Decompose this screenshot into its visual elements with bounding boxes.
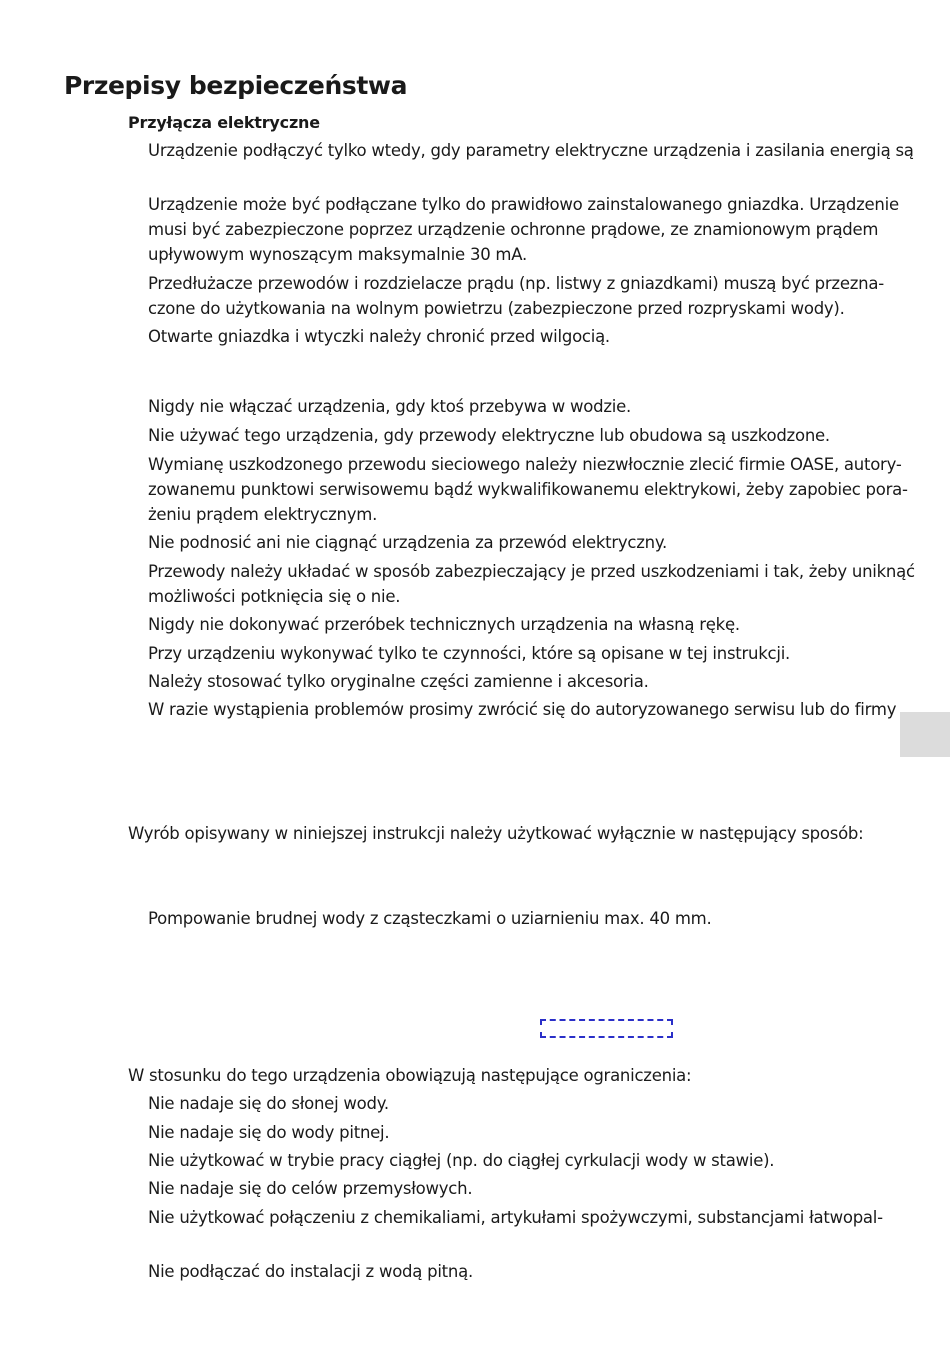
text-line: Nie podnosić ani nie ciągnąć urządzenia za przewód elektryczny. [148, 533, 668, 552]
restriction-item: Nie użytkować połączeniu z chemikaliami, artykułami spożywczymi, substancjami łatwopal- [148, 1208, 883, 1227]
restriction-item: Nie nadaje się do słonej wody. [148, 1094, 389, 1113]
text-line: Przedłużacze przewodów i rozdzielacze prądu (np. listwy z gniazdkami) muszą być przezna- [148, 274, 884, 293]
text-line: W razie wystąpienia problemów prosimy zwrócić się do autoryzowanego serwisu lub do firmy [148, 700, 897, 719]
text-line: Urządzenie podłączyć tylko wtedy, gdy parametry elektryczne urządzenia i zasilania energią są [148, 141, 914, 160]
text-line: czone do użytkowania na wolnym powietrzu (zabezpieczone przed rozpryskami wody). [148, 299, 845, 318]
text-line: Przy urządzeniu wykonywać tylko te czynności, które są opisane w tej instrukcji. [148, 644, 791, 663]
text-line: Nigdy nie dokonywać przeróbek technicznych urządzenia na własną rękę. [148, 615, 740, 634]
text-line: Przewody należy układać w sposób zabezpieczający je przed uszkodzeniami i tak, żeby uniknąć [148, 562, 915, 581]
text-line: zowanemu punktowi serwisowemu bądź wykwalifikowanemu elektrykowi, żeby zapobiec pora- [148, 480, 908, 499]
text-line: Nigdy nie włączać urządzenia, gdy ktoś przebywa w wodzie. [148, 397, 631, 416]
restriction-item: Nie użytkować w trybie pracy ciągłej (np. do ciągłej cyrkulacji wody w stawie). [148, 1151, 775, 1170]
text-line: żeniu prądem elektrycznym. [148, 505, 378, 524]
empty-field-outline [540, 1019, 673, 1038]
text-line: Urządzenie może być podłączane tylko do prawidłowo zainstalowanego gniazdka. Urządzenie [148, 195, 899, 214]
page-title: Przepisy bezpieczeństwa [64, 71, 408, 100]
text-line: upływowym wynoszącym maksymalnie 30 mA. [148, 245, 527, 264]
restriction-item: Nie podłączać do instalacji z wodą pitną. [148, 1262, 473, 1281]
text-line: Nie używać tego urządzenia, gdy przewody elektryczne lub obudowa są uszkodzone. [148, 426, 830, 445]
section-heading-electrical: Przyłącza elektryczne [128, 113, 320, 132]
restrictions-intro: W stosunku do tego urządzenia obowiązują następujące ograniczenia: [128, 1066, 692, 1085]
side-tab-marker [900, 712, 950, 757]
text-line: musi być zabezpieczone poprzez urządzenie ochronne prądowe, ze znamionowym prądem [148, 220, 879, 239]
restriction-item: Nie nadaje się do wody pitnej. [148, 1123, 390, 1142]
text-line: Wymianę uszkodzonego przewodu sieciowego należy niezwłocznie zlecić firmie OASE, autory- [148, 455, 902, 474]
text-line: Otwarte gniazdka i wtyczki należy chronić przed wilgocią. [148, 327, 610, 346]
intended-use-intro: Wyrób opisywany w niniejszej instrukcji należy użytkować wyłącznie w następujący sposób: [128, 824, 864, 843]
text-line: Należy stosować tylko oryginalne części zamienne i akcesoria. [148, 672, 649, 691]
restriction-item: Nie nadaje się do celów przemysłowych. [148, 1179, 473, 1198]
intended-use-item: Pompowanie brudnej wody z cząsteczkami o uziarnieniu max. 40 mm. [148, 909, 712, 928]
text-line: możliwości potknięcia się o nie. [148, 587, 401, 606]
